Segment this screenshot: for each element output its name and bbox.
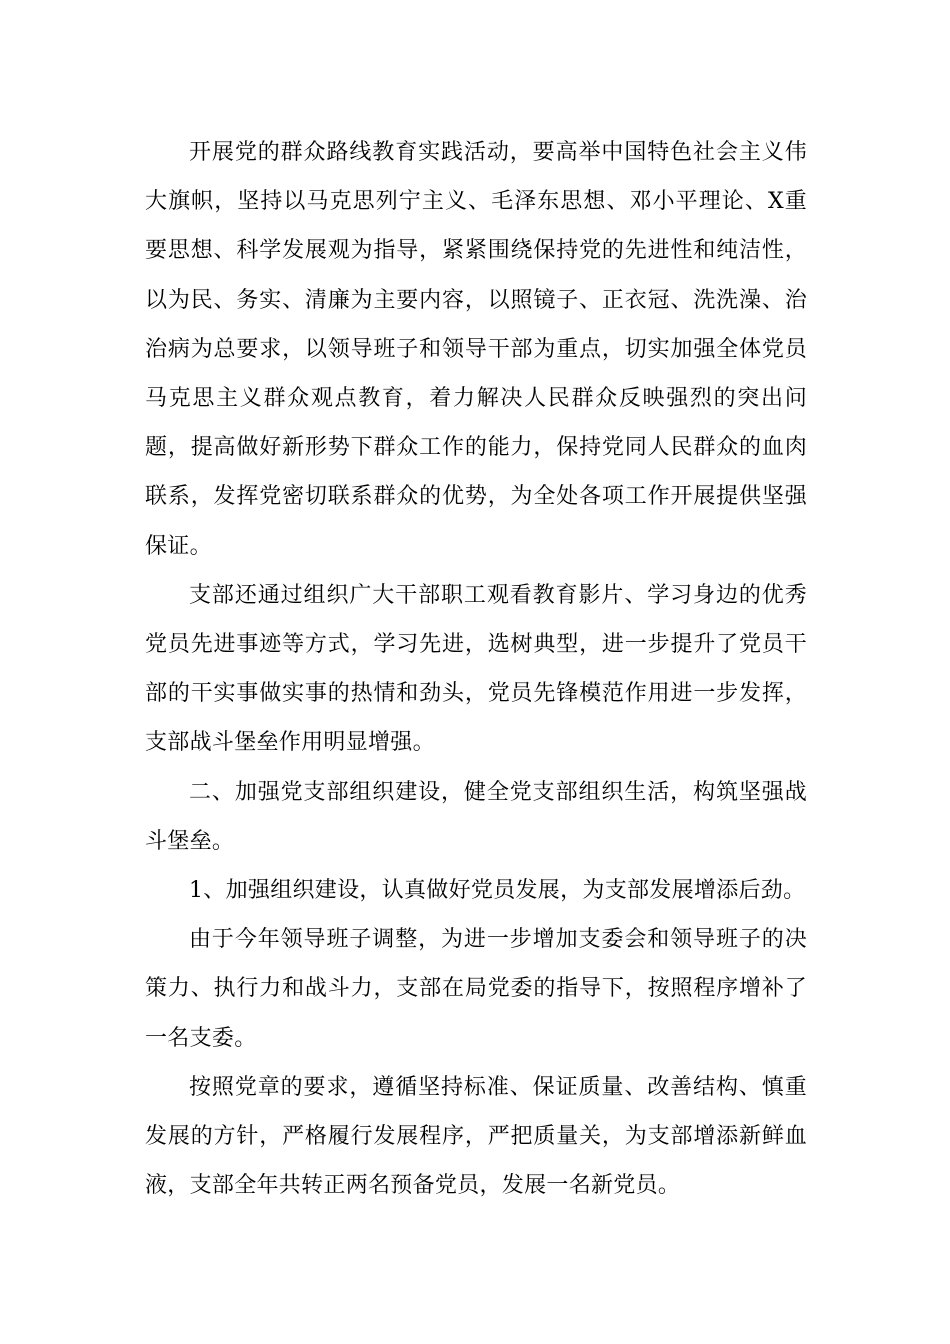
paragraph-mass-line-education: 开展党的群众路线教育实践活动，要高举中国特色社会主义伟大旗帜，坚持以马克思列宁主义、毛泽东思想、邓小平理论、X重要思想、科学发展观为指导，紧紧围绕保持党的先进性和纯洁性，以为民、务实、清廉为主要内容，以照镜子、正衣冠、洗洗澡、治治病为总要求，以领导班子和领导干部为重点，切实加强全体党员马克思主义群众观点教育，着力解决人民群众反映强烈的突出问题，提高做好新形势下群众工作的能力，保持党同人民群众的血肉联系，发挥党密切联系群众的优势，为全处各项工作开展提供坚强保证。 bbox=[145, 140, 807, 559]
paragraph-committee-addition: 由于今年领导班子调整，为进一步增加支委会和领导班子的决策力、执行力和战斗力，支部在局党委的指导下，按照程序增补了一名支委。 bbox=[145, 927, 807, 1051]
document-body bbox=[145, 128, 807, 1210]
subsection-heading-one: 1、加强组织建设，认真做好党员发展，为支部发展增添后劲。 bbox=[189, 878, 806, 904]
paragraph-learning-advanced: 支部还通过组织广大干部职工观看教育影片、学习身边的优秀党员先进事迹等方式，学习先进，选树典型，进一步提升了党员干部的干实事做实事的热情和劲头，党员先锋模范作用进一步发挥，支部战斗堡垒作用明显增强。 bbox=[145, 582, 807, 756]
paragraph-member-development: 按照党章的要求，遵循坚持标准、保证质量、改善结构、慎重发展的方针，严格履行发展程序，严把质量关，为支部增添新鲜血液，支部全年共转正两名预备党员，发展一名新党员。 bbox=[145, 1074, 807, 1199]
section-heading-two: 二、加强党支部组织建设，健全党支部组织生活，构筑坚强战斗堡垒。 bbox=[145, 779, 807, 854]
